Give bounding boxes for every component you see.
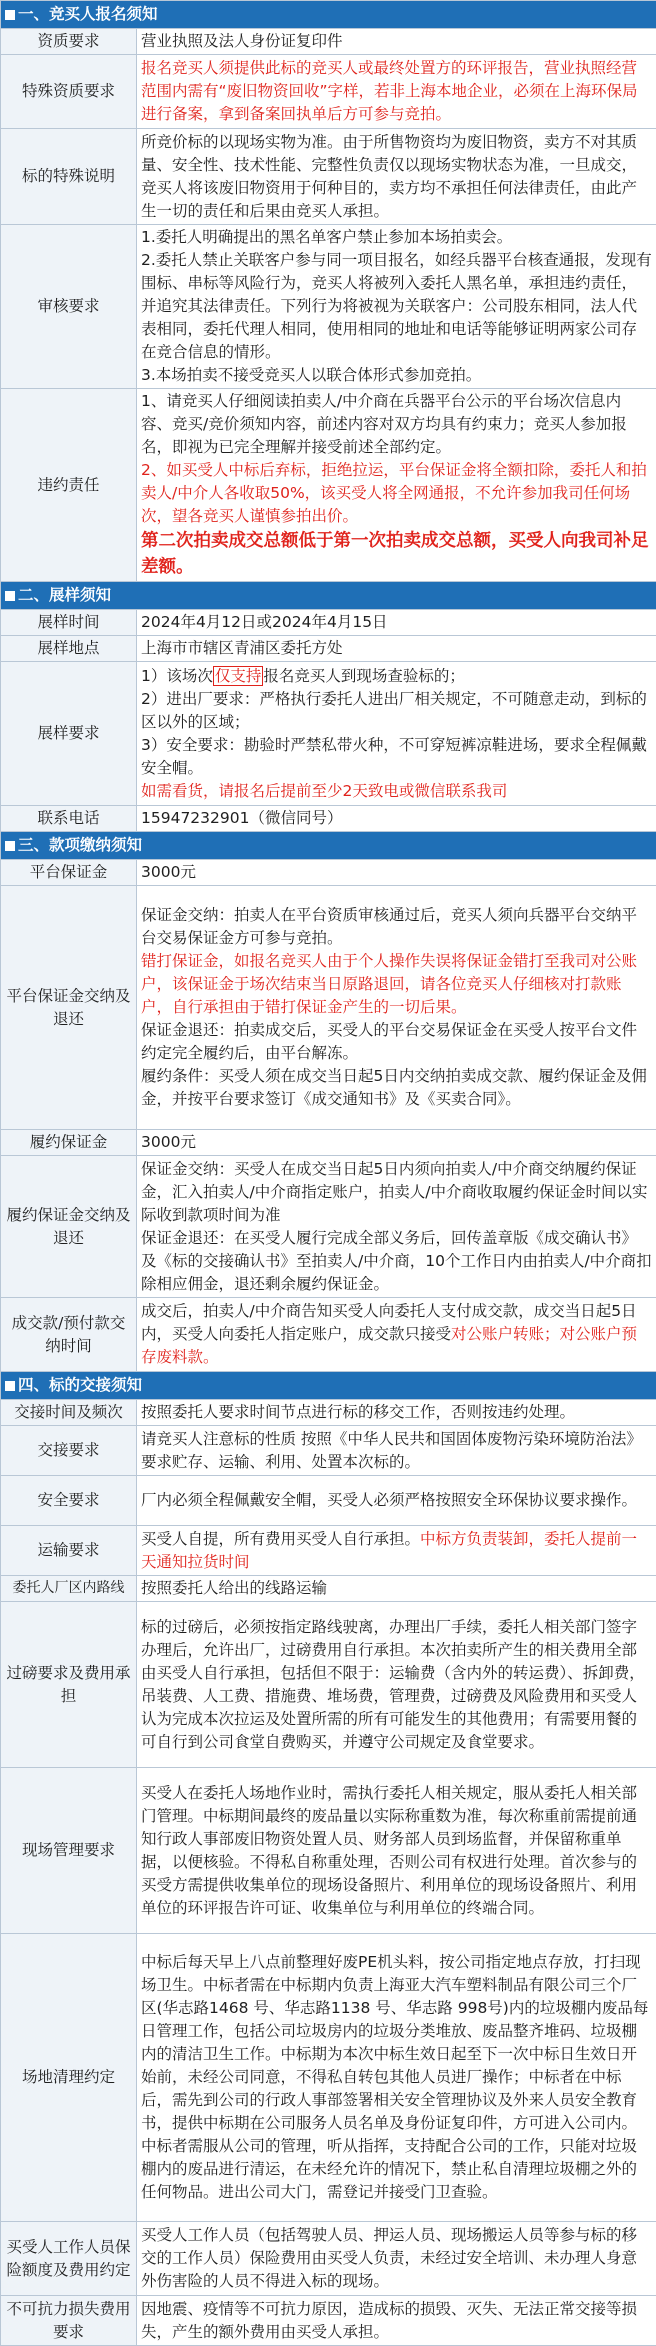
section-header-3: 三、款项缴纳须知 — [1, 832, 656, 860]
row-luxian: 委托人厂区内路线 按照委托人给出的线路运输 — [1, 1576, 656, 1602]
weiyue-content: 1、请竞买人仔细阅读拍卖人/中介商在兵器平台公示的平台场次信息内容、竞买/竞价须知内容，前述内容对双方均具有约束力；竞买人参加报名，即视为已完全理解并接受前述全部约定。 2、如买受人中标后弃标，拒绝拉运，平台保证金将全额扣除，委托人和拍卖人/中介人各收取50%，该买受人将全网通报，不允许参加我司任何场次，望各竞买人谨慎参拍出价。 第二次拍卖成交总额低于第一次拍卖成交总额，买受人向我司补足差额。 — [137, 389, 656, 582]
row-lybzj: 履约保证金 3000元 — [1, 1130, 656, 1156]
row-lyjn: 履约保证金交纳及退还 保证金交纳：买受人在成交当日起5日内须向拍卖人/中介商交纳履约保证金，汇入拍卖人/中介商指定账户，拍卖人/中介商收取履约保证金时间以实际收到款项时间为准 保证金退还：在买受人履行完成全部义务后，回传盖章版《成交确认书》及《标的交接确认书》至拍卖人/中介商，10个工作日内由拍卖人/中介商扣除相应佣金，退还剩余履约保证金。 — [1, 1156, 656, 1298]
row-shenhe: 审核要求 1.委托人明确提出的黑名单客户禁止参加本场拍卖会。 2.委托人禁止关联客户参与同一项目报名，如经兵器平台核查通报，发现有围标、串标等风险行为，竞买人将被列入委托人黑名单，承担违约责任，并追究其法律责任。下列行为将被视为关联客户：公司股东相同，法人代表相同，委托代理人相同，使用相同的地址和电话等能够证明两家公司存在竞合信息的情形。 3.本场拍卖不接受竞买人以联合体形式参加竞拍。 — [1, 225, 656, 389]
row-xianchang: 现场管理要求 买受人在委托人场地作业时，需执行委托人相关规定，服从委托人相关部门管理。中标期间最终的废品量以实际称重数为准，每次称重前需提前通知行政人事部废旧物资处置人员、财务部人员到场监督，并保留称重单据，以便核验。不得私自称重处理，否则公司有权进行处理。首次参与的买受方需提供收集单位的现场设备照片、利用单位的现场设备照片、利用单位的环评报告许可证、收集单位与利用单位的终端合同。 — [1, 1768, 656, 1934]
row-ptjn: 平台保证金交纳及退还 保证金交纳：拍卖人在平台资质审核通过后，竞买人须向兵器平台交纳平台交易保证金方可参与竞拍。 错打保证金，如报名竞买人由于个人操作失误将保证金错打至我司对公账户，该保证金于场次结束当日原路退回，请各位竞买人仔细核对打款账户，自行承担由于错打保证金产生的一切后果。 保证金退还：拍卖成交后，买受人的平台交易保证金在买受人按平台文件约定完全履约后，由平台解冻。 履约条件：买受人须在成交当日起5日内交纳拍卖成交款、履约保证金及佣金，并按平台要求签订《成交通知书》及《买卖合同》。 — [1, 886, 656, 1130]
row-ptbzj: 平台保证金 3000元 — [1, 860, 656, 886]
section-header-4: 四、标的交接须知 — [1, 1372, 656, 1400]
square-bullet-icon — [5, 591, 15, 601]
row-cjk: 成交款/预付款交纳时间 成交后，拍卖人/中介商告知买受人向委托人支付成交款，成交当日起5日内，买受人向委托人指定账户，成交款只接受对公账户转账；对公账户预存废料款。 — [1, 1298, 656, 1372]
yunshu-content: 买受人自提，所有费用买受人自行承担。中标方负责装卸，委托人提前一天通知拉货时间 — [137, 1526, 656, 1576]
row-anquan: 安全要求 厂内必须全程佩戴安全帽，买受人必须严格按照安全环保协议要求操作。 — [1, 1476, 656, 1526]
row-phone: 联系电话 15947232901（微信同号） — [1, 806, 656, 832]
row-jiaojie: 交接要求 请竞买人注意标的性质 按照《中华人民共和国固体废物污染环境防治法》要求贮存、运输、利用、处置本次标的。 — [1, 1426, 656, 1476]
row-buke: 不可抗力损失费用要求 因地震、疫情等不可抗力原因，造成标的损毁、灭失、无法正常交接等损失，产生的额外费用由买受人承担。 — [1, 2296, 656, 2346]
row-shijian: 交接时间及频次 按照委托人要求时间节点进行标的移交工作，否则按违约处理。 — [1, 1400, 656, 1426]
cjk-content: 成交后，拍卖人/中介商告知买受人向委托人支付成交款，成交当日起5日内，买受人向委托人指定账户，成交款只接受对公账户转账；对公账户预存废料款。 — [137, 1298, 656, 1372]
row-baoxian: 买受人工作人员保险额度及费用约定 买受人工作人员（包括驾驶人员、押运人员、现场搬运人员等参与标的移交的工作人员）保险费用由买受人负责，未经过安全培训、未办理人身意外伤害险的人员不得进入标的现场。 — [1, 2222, 656, 2296]
row-guoqiao: 过磅要求及费用承担 标的过磅后，必须按指定路线驶离，办理出厂手续，委托人相关部门签字办理后，允许出厂，过磅费用自行承担。本次拍卖所产生的相关费用全部由买受人自行承担，包括但不限于：运输费（含内外的转运费）、拆卸费，吊装费、人工费、措施费、堆场费，管理费，过磅费及风险费用和买受人认为完成本次拉运及处置所需的所有可能发生的其他费用；有需要用餐的可自行到公司食堂自费购买，并遵守公司规定及食堂要求。 — [1, 1602, 656, 1768]
row-yunshu: 运输要求 买受人自提，所有费用买受人自行承担。中标方负责装卸，委托人提前一天通知拉货时间 — [1, 1526, 656, 1576]
row-weiyue: 违约责任 1、请竞买人仔细阅读拍卖人/中介商在兵器平台公示的平台场次信息内容、竞买/竞价须知内容，前述内容对双方均具有约束力；竞买人参加报名，即视为已完全理解并接受前述全部约定。 2、如买受人中标后弃标，拒绝拉运，平台保证金将全额扣除，委托人和拍卖人/中介人各收取50%，该买受人将全网通报，不允许参加我司任何场次，望各竞买人谨慎参拍出价。 第二次拍卖成交总额低于第一次拍卖成交总额，买受人向我司补足差额。 — [1, 389, 656, 582]
lyjn-content: 保证金交纳：买受人在成交当日起5日内须向拍卖人/中介商交纳履约保证金，汇入拍卖人/中介商指定账户，拍卖人/中介商收取履约保证金时间以实际收到款项时间为准 保证金退还：在买受人履行完成全部义务后，回传盖章版《成交确认书》及《标的交接确认书》至拍卖人/中介商，10个工作日内由拍卖人/中介商扣除相应佣金，退还剩余履约保证金。 — [137, 1156, 656, 1298]
row-zhanyang-time: 展样时间 2024年4月12日或2024年4月15日 — [1, 610, 656, 636]
section-header-2: 二、展样须知 — [1, 582, 656, 610]
row-zhanyang-place: 展样地点 上海市市辖区青浦区委托方处 — [1, 636, 656, 662]
row-zizhi: 资质要求 营业执照及法人身份证复印件 — [1, 29, 656, 55]
row-changdi: 场地清理约定 中标后每天早上八点前整理好废PE机头料，按公司指定地点存放，打扫现场卫生。中标者需在中标期内负责上海亚大汽车塑料制品有限公司三个厂区(华志路1468 号、华志路1138 号、华志路 998号)内的垃圾棚内废品每日管理工作，包括公司垃圾房内的垃圾分类堆放、废品整齐堆码、垃圾棚内的清洁卫生工作。中标期为本次中标生效日起至下一次中标日生效日开始前，未经公司同意，不得私自转包其他人员进厂操作；中标者在中标后，需先到公司的行政人事部签署相关安全管理协议及外来人员安全教育书，提供中标期在公司服务人员名单及身份证复印件，方可进入公司内。中标者需服从公司的管理，听从指挥，支持配合公司的工作，只能对垃圾棚内的废品进行清运，在未经允许的情况下，禁止私自清理垃圾棚之外的任何物品。进出公司大门，需登记并接受门卫查验。 — [1, 1934, 656, 2222]
contact-phone: 15947232901（微信同号） — [137, 806, 656, 832]
row-shuoming: 标的特殊说明 所竞价标的以现场实物为准。由于所售物资均为废旧物资，卖方不对其质量、安全性、技术性能、完整性负责仅以现场实物状态为准，一旦成交，竞买人将该废旧物资用于何种目的，卖方均不承担任何法律责任，由此产生一切的责任和后果由竞买人承担。 — [1, 129, 656, 225]
square-bullet-icon — [5, 1381, 15, 1391]
row-teshu: 特殊资质要求 报名竞买人须提供此标的竞买人或最终处置方的环评报告，营业执照经营范围内需有“废旧物资回收”字样，若非上海本地企业，必须在上海环保局进行备案，拿到备案回执单后方可参与竞拍。 — [1, 55, 656, 129]
ptjn-content: 保证金交纳：拍卖人在平台资质审核通过后，竞买人须向兵器平台交纳平台交易保证金方可参与竞拍。 错打保证金，如报名竞买人由于个人操作失误将保证金错打至我司对公账户，该保证金于场次结束当日原路退回，请各位竞买人仔细核对打款账户，自行承担由于错打保证金产生的一切后果。 保证金退还：拍卖成交后，买受人的平台交易保证金在买受人按平台文件约定完全履约后，由平台解冻。 履约条件：买受人须在成交当日起5日内交纳拍卖成交款、履约保证金及佣金，并按平台要求签订《成交通知书》及《买卖合同》。 — [137, 886, 656, 1130]
shenhe-content: 1.委托人明确提出的黑名单客户禁止参加本场拍卖会。 2.委托人禁止关联客户参与同一项目报名，如经兵器平台核查通报，发现有围标、串标等风险行为，竞买人将被列入委托人黑名单，承担违约责任，并追究其法律责任。下列行为将被视为关联客户：公司股东相同，法人代表相同，委托代理人相同，使用相同的地址和电话等能够证明两家公司存在竞合信息的情形。 3.本场拍卖不接受竞买人以联合体形式参加竞拍。 — [137, 225, 656, 389]
zhanyang-req-content: 1）该场次 仅支持 报名竞买人到现场查验标的； 2）进出厂要求：严格执行委托人进出厂相关规定，不可随意走动，到标的区以外的区域； 3）安全要求：勘验时严禁私带火种，不可穿短裤凉鞋进场，要求全程佩戴安全帽。 如需看货，请报名后提前至少2天致电或微信联系我司 — [137, 662, 656, 806]
square-bullet-icon — [5, 841, 15, 851]
section-header-1: 一、竞买人报名须知 — [1, 1, 656, 29]
square-bullet-icon — [5, 10, 15, 20]
row-zhanyang-req: 展样要求 1）该场次 仅支持 报名竞买人到现场查验标的； 2）进出厂要求：严格执行委托人进出厂相关规定，不可随意走动，到标的区以外的区域； 3）安全要求：勘验时严禁私带火种，不可穿短裤凉鞋进场，要求全程佩戴安全帽。 如需看货，请报名后提前至少2天致电或微信联系我司 — [1, 662, 656, 806]
